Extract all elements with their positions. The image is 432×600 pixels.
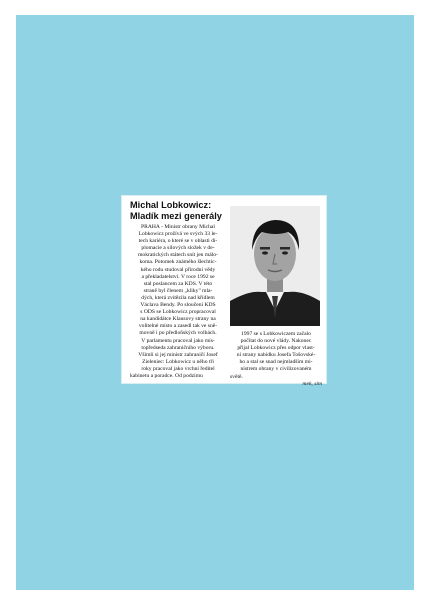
headline-line-1: Michal Lobkowicz: xyxy=(130,200,212,210)
text-line: kého rodu studoval přírodní vědy xyxy=(140,266,216,273)
text-line: ní strany nabídku Josefa Tošovské- xyxy=(236,352,316,359)
text-line: mokratických státech snít jen málo- xyxy=(138,252,218,259)
text-line: nistrem obrany v civilizovaném xyxy=(240,366,312,373)
text-line: stal poslancem za KDS. V této xyxy=(143,280,213,287)
text-line: tech kariéra, o které se v oblasti di- xyxy=(138,238,218,245)
text-line: Zieleniec: Lobkowicz u něho tři xyxy=(142,358,214,365)
text-line: koma. Potomek známého šlechtic- xyxy=(139,259,217,266)
text-line: s ODS se Lobkowicz propracoval xyxy=(140,309,216,316)
text-line: volitelné místo a zasedl tak ve sně- xyxy=(138,323,218,330)
text-line: a překladatelství. V roce 1992 se xyxy=(141,273,215,280)
text-line: Václava Bendy. Po sloučení KDS xyxy=(140,302,216,309)
text-line: světě. xyxy=(230,373,243,380)
text-line: na kandidátce Klausovy strany na xyxy=(140,316,216,323)
text-line: ho a stal se snad nejmladším mi- xyxy=(239,359,313,366)
text-line: dých, která zvítězila nad křídlem xyxy=(141,294,215,301)
article-column-left xyxy=(130,224,226,380)
text-line: plomacie a silových složek v de- xyxy=(141,245,215,252)
article-column-right xyxy=(230,331,322,388)
text-line: kabinetu a poradce. Od podzimu xyxy=(130,372,203,379)
text-line: movně i po předloňských volbách. xyxy=(139,330,217,337)
portrait-photo xyxy=(230,206,320,326)
portrait-image xyxy=(230,206,320,326)
text-line: počítat do nové vlády. Nakonec xyxy=(240,338,312,345)
text-line: topředseda zahraničního výboru. xyxy=(141,344,215,351)
text-line: 1997 se s Lobkowiczem začalo xyxy=(241,331,311,337)
text-line: Lobkowicz prožívá ve svých 33 le- xyxy=(138,231,218,238)
text-line: PRAHA - Ministr obrany Michal xyxy=(141,224,215,230)
text-line: straně byl členem „kliky" mla- xyxy=(143,287,213,294)
headline-line-2: Mladík mezi generály xyxy=(130,210,222,221)
text-line: Všimli si jej ministr zahraničí Josef xyxy=(138,351,218,358)
blue-mount-sheet xyxy=(16,15,414,590)
author-signature: mek, sim xyxy=(302,380,322,387)
text-line: V parlamentu pracoval jako mís- xyxy=(141,337,215,344)
newspaper-clipping xyxy=(122,196,326,387)
text-line: přijal Lobkowicz přes odpor vlast- xyxy=(237,345,315,352)
text-line: roky pracoval jako vrchní ředitel xyxy=(141,365,215,372)
